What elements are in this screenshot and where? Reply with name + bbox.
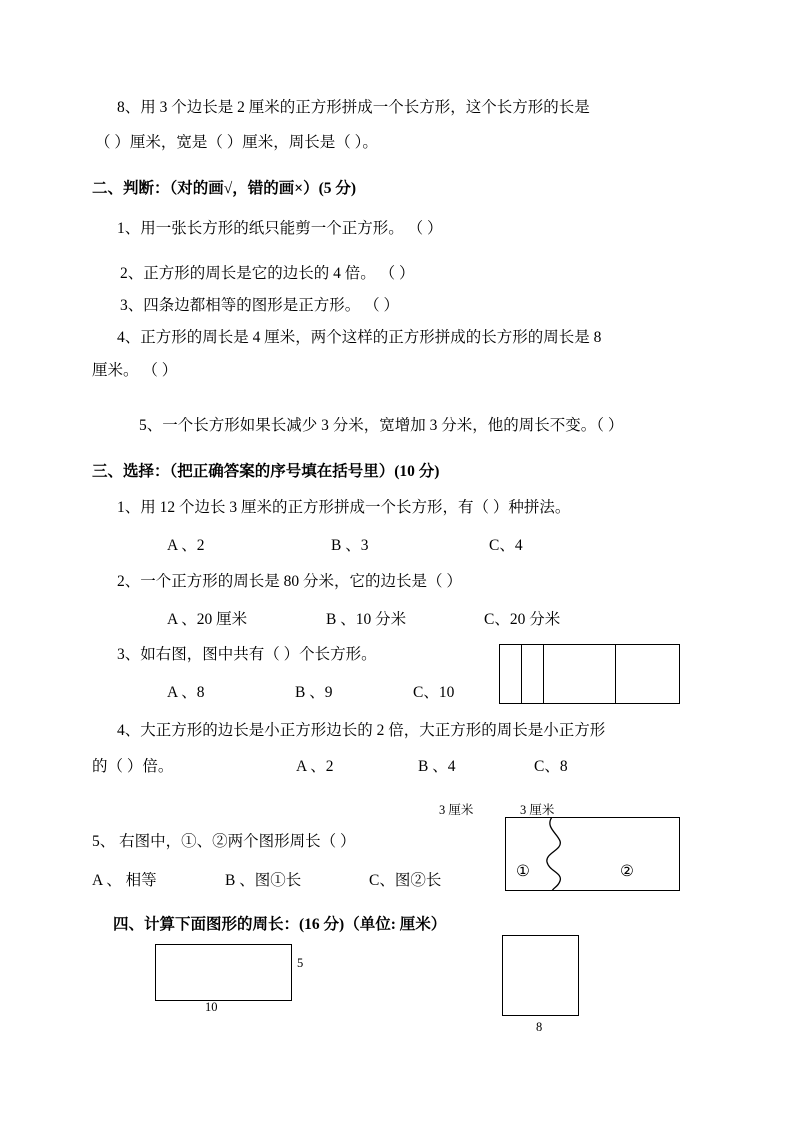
q3-rectangle-figure (499, 644, 680, 704)
section-two-heading: 二、判断：（对的画√，错的画×）(5 分) (92, 180, 357, 197)
section-three-q1-option-c: C、4 (489, 537, 523, 554)
section-four-figure-1-width-label: 10 (205, 1000, 218, 1014)
section-three-q3-option-a: A 、8 (167, 684, 205, 701)
section-three-q4-line-2: 的（ ）倍。 (92, 758, 174, 775)
section-four-figure-2-width-label: 8 (536, 1020, 543, 1034)
section-three-q4-option-b: B 、4 (418, 758, 456, 775)
section-two-item-3: 3、四条边都相等的图形是正方形。 （ ） (120, 297, 400, 314)
section-four-figure-1 (155, 944, 292, 1001)
section-three-q4-option-a: A 、2 (296, 758, 334, 775)
section-three-q1-stem: 1、用 12 个边长 3 厘米的正方形拼成一个长方形，有（ ）种拼法。 (117, 499, 571, 516)
section-three-q2-option-b: B 、10 分米 (326, 611, 407, 628)
section-three-q1-option-b: B 、3 (331, 537, 369, 554)
section-two-item-4: 4、正方形的周长是 4 厘米，两个这样的正方形拼成的长方形的周长是 8 (117, 329, 602, 346)
question-8-line-2: （ ）厘米，宽是（ ）厘米，周长是（ ）。 (95, 134, 378, 151)
q5-label-left: 3 厘米 (439, 803, 474, 817)
section-two-item-1: 1、用一张长方形的纸只能剪一个正方形。 （ ） (117, 220, 443, 237)
q3-divider-2 (543, 644, 544, 704)
section-three-q2-option-a: A 、20 厘米 (167, 611, 248, 628)
q3-divider-1 (521, 644, 522, 704)
section-three-q3-stem: 3、如右图，图中共有（ ）个长方形。 (117, 646, 377, 663)
q5-shape-label-2: ② (620, 863, 634, 880)
section-three-q3-option-c: C、10 (413, 684, 455, 701)
section-three-q3-option-b: B 、9 (295, 684, 333, 701)
section-four-figure-1-height-label: 5 (297, 956, 304, 970)
section-four-figure-2 (502, 935, 579, 1016)
section-two-item-4-cont: 厘米。 （ ） (92, 362, 178, 379)
section-three-q2-stem: 2、一个正方形的周长是 80 分米，它的边长是（ ） (117, 573, 462, 590)
question-8-line-1: 8、用 3 个边长是 2 厘米的正方形拼成一个长方形，这个长方形的长是 (117, 99, 590, 116)
section-three-q1-option-a: A 、2 (167, 537, 205, 554)
q5-wavy-divider (505, 817, 680, 891)
section-three-q5-stem: 5、 右图中，①、②两个图形周长（ ） (92, 833, 356, 850)
section-three-heading: 三、选择：（把正确答案的序号填在括号里）(10 分) (92, 463, 440, 480)
section-three-q4-option-c: C、8 (534, 758, 568, 775)
section-three-q5-option-c: C、图②长 (369, 872, 442, 889)
section-three-q5-option-a: A 、 相等 (92, 872, 157, 889)
section-three-q4-line-1: 4、大正方形的边长是小正方形边长的 2 倍，大正方形的周长是小正方形 (117, 722, 606, 739)
q3-divider-3 (615, 644, 616, 704)
q5-shape-label-1: ① (516, 863, 530, 880)
q5-label-right: 3 厘米 (520, 803, 555, 817)
section-two-item-2: 2、正方形的周长是它的边长的 4 倍。 （ ） (120, 265, 415, 282)
section-three-q5-option-b: B 、图①长 (225, 872, 302, 889)
section-four-heading (113, 915, 446, 935)
section-two-item-5: 5、一个长方形如果长减少 3 分米，宽增加 3 分米，他的周长不变。（ ） (139, 417, 624, 434)
section-four-heading-text: 四、计算下面图形的周长：(16 分)（单位: 厘米） (113, 916, 447, 933)
section-three-q2-option-c: C、20 分米 (484, 611, 561, 628)
